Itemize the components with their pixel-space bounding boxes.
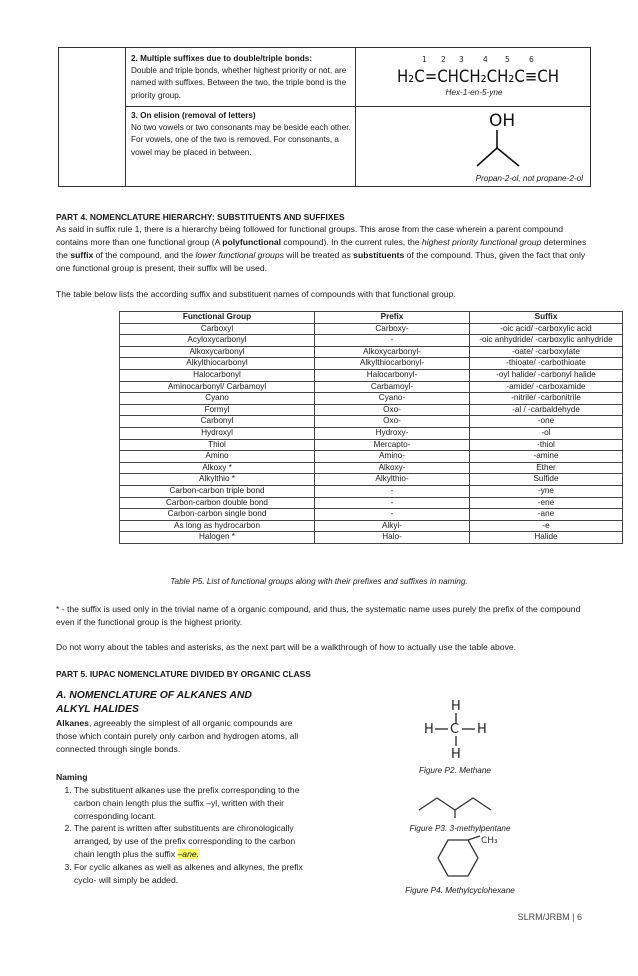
figure-p2-caption: Figure P2. Methane <box>419 766 491 775</box>
table-row <box>120 393 623 405</box>
rules-table <box>58 47 591 187</box>
alkanes-paragraph <box>56 717 314 755</box>
carbon-number: 4 <box>483 55 488 64</box>
table-row <box>120 427 623 439</box>
table-cell: Sulfide <box>470 474 623 486</box>
list-item <box>74 822 306 860</box>
text-run: of the compound, and the <box>93 250 196 261</box>
table-cell: Carboxy- <box>315 323 470 335</box>
list-item-text: For cyclic alkanes as well as alkenes and alkynes, the prefix cyclo- will simply be added. <box>74 861 303 885</box>
table-cell: Alkoxy- <box>315 462 470 474</box>
table-cell: -thioate/ -carbothioate <box>470 358 623 370</box>
table-cell: Alkylthiocarbonyl- <box>315 358 470 370</box>
rule-2 <box>131 53 353 102</box>
table-cell: Amino <box>120 451 315 463</box>
table-cell: Amino- <box>315 451 470 463</box>
table-cell: -amide/ -carboxamide <box>470 381 623 393</box>
table-cell: - <box>315 335 470 347</box>
atom-label: H <box>451 747 461 760</box>
text-run: will be treated as <box>283 250 354 261</box>
methylcyclohexane-structure-drawing <box>420 834 520 884</box>
carbon-number: 1 <box>422 55 427 64</box>
table-cell: -ol <box>470 427 623 439</box>
text-run: As said in suffix rule 1, there is a hierarchy being followed for functional groups. This arose from the case wherein a parent compound contains more than one functional group (A <box>56 224 563 248</box>
table-row <box>120 532 623 544</box>
table-cell: Alkyl- <box>315 520 470 532</box>
hexenyne-formula: H₂C=CHCH₂CH₂C≡CH <box>397 67 559 87</box>
atom-label: C <box>450 722 460 737</box>
part4-table-intro: The table below lists the according suffix and substituent names of compounds with that functional group. <box>56 289 456 299</box>
naming-heading: Naming <box>56 772 88 782</box>
naming-list <box>56 784 306 886</box>
text-run-italic: lower functional groups <box>195 250 284 261</box>
table-cell: Carbamoyl- <box>315 381 470 393</box>
table-cell: -ane <box>470 509 623 521</box>
table-row <box>120 358 623 370</box>
table-cell: Cyano <box>120 393 315 405</box>
table-cell: Carboxyl <box>120 323 315 335</box>
table-row <box>120 520 623 532</box>
table-cell: -oic acid/ -carboxylic acid <box>470 323 623 335</box>
table-cell: -yne <box>470 485 623 497</box>
table-cell: -e <box>470 520 623 532</box>
list-item-text: The substituent alkanes use the prefix corresponding to the carbon chain length plus the suffix –yl, written with their corresponding locant. <box>74 785 300 821</box>
text-run: compound). In the current rules, the <box>281 237 422 248</box>
column-header: Functional Group <box>120 312 315 324</box>
table-row <box>120 451 623 463</box>
table-row <box>120 462 623 474</box>
table-cell: -nitrile/ -carbonitrile <box>470 393 623 405</box>
table-cell: Alkylthiocarbonyl <box>120 358 315 370</box>
rule-3-body: No two vowels or two consonants may be beside each other. For vowels, one of the two is removed. For consonants, a vowel may be placed in between. <box>131 123 351 157</box>
table-row <box>120 369 623 381</box>
list-item <box>74 861 306 887</box>
table-cell: Hydroxyl <box>120 427 315 439</box>
page-footer: SLRM/JRBM | 6 <box>517 912 582 922</box>
text-run: of the compound. Thus, given the fact that only one functional group is present, their suffix will be used. <box>56 250 586 274</box>
table-cell: As long as hydrocarbon <box>120 520 315 532</box>
text-run-italic: highest priority functional group <box>421 237 542 248</box>
table-cell: Carbon-carbon single bond <box>120 509 315 521</box>
table-header-row <box>120 312 623 324</box>
table-cell: Carbon-carbon triple bond <box>120 485 315 497</box>
table-cell: Halocarbonyl <box>120 369 315 381</box>
methane-structure-drawing <box>420 698 490 760</box>
table-cell: -thiol <box>470 439 623 451</box>
table-row <box>120 485 623 497</box>
column-header: Prefix <box>315 312 470 324</box>
table-cell: Hydroxy- <box>315 427 470 439</box>
table-cell: Aminocarbonyl/ Carbamoyl <box>120 381 315 393</box>
table-walkthrough-note: Do not worry about the tables and asterisks, as the next part will be a walkthrough of how to actually use the table above. <box>56 642 517 652</box>
table-cell: Alkoxy * <box>120 462 315 474</box>
rule-2-body: Double and triple bonds, whether highest priority or not, are named with suffixes. Between the two, the triple bond is the priority group. <box>131 66 347 100</box>
table-cell: -amine <box>470 451 623 463</box>
methyl-label: CH₃ <box>481 836 498 846</box>
methylpentane-structure-drawing <box>415 778 505 820</box>
table-cell: -oic anhydride/ -carboxylic anhydride <box>470 335 623 347</box>
table-row <box>120 381 623 393</box>
text-run-bold: Alkanes <box>56 718 89 728</box>
text-run-bold: substituents <box>353 250 405 261</box>
carbon-number: 3 <box>459 55 464 64</box>
asterisk-note: * - the suffix is used only in the trivial name of a organic compound, and thus, the systematic name uses purely the prefix of the compound even if the functional group is the highest priority. <box>56 604 581 628</box>
table-cell: Thiol <box>120 439 315 451</box>
table-row <box>120 497 623 509</box>
carbon-number: 6 <box>529 55 534 64</box>
table-cell: Halide <box>470 532 623 544</box>
table-cell: Alkylthio- <box>315 474 470 486</box>
propanol-caption: Propan-2-ol, not propane-2-ol <box>475 174 583 183</box>
list-item-text: The parent is written after substituents are chronologically arranged, by use of the prefix corresponding to the carbon chain length plus the suffix <box>74 823 296 859</box>
hexenyne-caption: Hex-1-en-5-yne <box>445 88 503 97</box>
list-item <box>74 784 306 822</box>
propanol-structure-drawing <box>459 108 539 170</box>
table-cell: -ene <box>470 497 623 509</box>
naming-list-container <box>56 784 306 886</box>
table-cell: Ether <box>470 462 623 474</box>
column-header: Suffix <box>470 312 623 324</box>
table-cell: - <box>315 497 470 509</box>
rule-2-title: 2. Multiple suffixes due to double/triple bonds: <box>131 54 313 63</box>
table-cell: Alkoxycarbonyl <box>120 346 315 358</box>
table-cell: Oxo- <box>315 404 470 416</box>
rule-3 <box>131 110 353 159</box>
text-run: , agreeably the simplest of all organic compounds are those which contain purely only carbon and hydrogen atoms, all connected through single bonds. <box>56 718 299 754</box>
table-cell: -oate/ -carboxylate <box>470 346 623 358</box>
table-row <box>120 509 623 521</box>
functional-group-table <box>119 311 623 544</box>
table-cell: Carbonyl <box>120 416 315 428</box>
table-cell: -oyl halide/ -carbonyl halide <box>470 369 623 381</box>
rule-3-title: 3. On elision (removal of letters) <box>131 111 256 120</box>
table-cell: Alkoxycarbonyl- <box>315 346 470 358</box>
table-cell: Formyl <box>120 404 315 416</box>
table-cell: Halocarbonyl- <box>315 369 470 381</box>
table-row <box>120 439 623 451</box>
table-cell: Halogen * <box>120 532 315 544</box>
table-cell: Oxo- <box>315 416 470 428</box>
table-caption: Table P5. List of functional groups along with their prefixes and suffixes in naming. <box>170 577 468 586</box>
table-cell: Alkylthio * <box>120 474 315 486</box>
oh-label: OH <box>489 111 516 131</box>
part4-heading: PART 4. NOMENCLATURE HIERARCHY: SUBSTITUENTS AND SUFFIXES <box>56 212 345 222</box>
highlighted-suffix: –ane. <box>177 848 200 859</box>
atom-label: H <box>424 722 434 737</box>
table-row <box>120 474 623 486</box>
text-run-bold: suffix <box>70 250 94 261</box>
text-run-bold: polyfunctional <box>222 237 281 248</box>
text-run: determines the <box>56 237 587 261</box>
carbon-number: 2 <box>441 55 446 64</box>
carbon-number: 5 <box>505 55 510 64</box>
table-cell: -al / -carbaldehyde <box>470 404 623 416</box>
table-row <box>120 404 623 416</box>
figure-p3-caption: Figure P3. 3-methylpentane <box>409 824 511 833</box>
table-cell: -one <box>470 416 623 428</box>
section-a-title: A. NOMENCLATURE OF ALKANES AND ALKYL HALIDES <box>56 690 252 715</box>
atom-label: H <box>451 699 461 714</box>
figure-p4-caption: Figure P4. Methylcyclohexane <box>405 886 515 895</box>
table-cell: Acyloxycarbonyl <box>120 335 315 347</box>
table-cell: - <box>315 485 470 497</box>
table-row <box>120 335 623 347</box>
table-row <box>120 346 623 358</box>
hexenyne-structure-drawing <box>395 50 565 90</box>
part4-paragraph <box>56 223 588 275</box>
table-row <box>120 416 623 428</box>
part5-heading: PART 5. IUPAC NOMENCLATURE DIVIDED BY ORGANIC CLASS <box>56 669 311 679</box>
table-cell: Cyano- <box>315 393 470 405</box>
atom-label: H <box>477 722 487 737</box>
table-row <box>120 323 623 335</box>
table-cell: Carbon-carbon double bond <box>120 497 315 509</box>
table-cell: - <box>315 509 470 521</box>
table-cell: Halo- <box>315 532 470 544</box>
table-cell: Mercapto- <box>315 439 470 451</box>
